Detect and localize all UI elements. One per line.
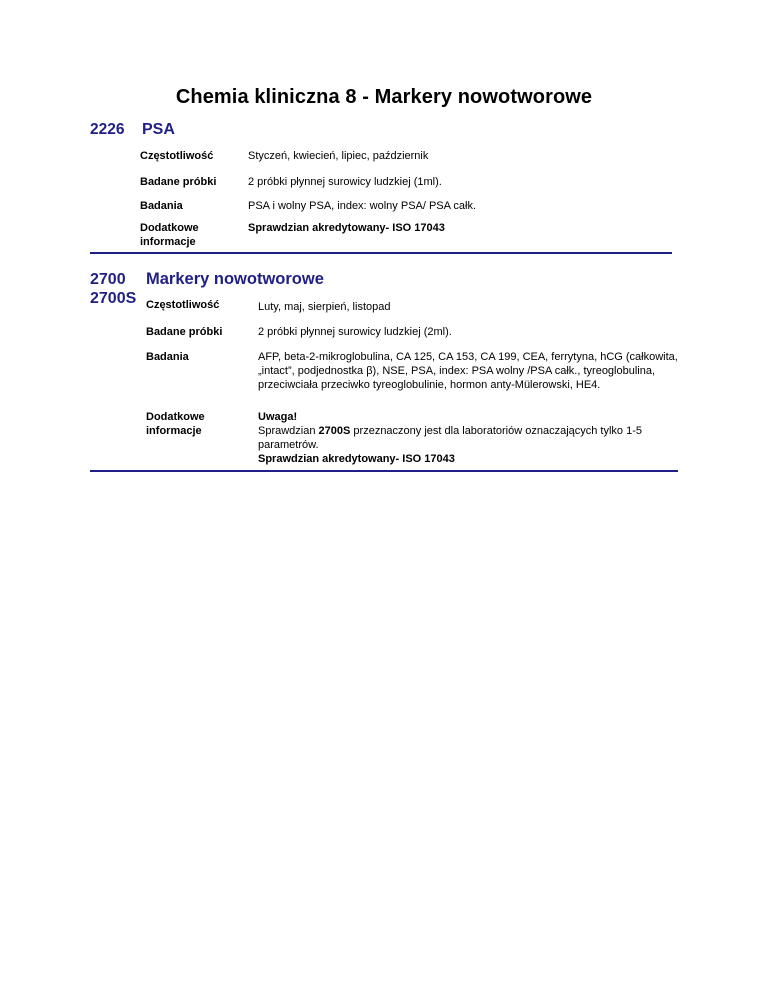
row-label-frequency: Częstotliwość [140, 150, 214, 162]
row-value-additional-info [258, 410, 678, 466]
section-code: 2700 [90, 271, 126, 288]
section-code-secondary: 2700S [90, 290, 137, 307]
note-code: 2700S [318, 425, 351, 437]
section-code: 2226 [90, 121, 125, 138]
row-value-samples: 2 próbki płynnej surowicy ludzkiej (2ml). [258, 326, 452, 338]
row-label-tests: Badania [146, 351, 189, 363]
note-text: Sprawdzian 2700S przeznaczony jest dla laboratoriów oznaczających tylko 1-5 parametrów. [258, 425, 643, 451]
row-label-additional-info: Dodatkowe informacje [146, 411, 205, 437]
row-value-samples: 2 próbki płynnej surowicy ludzkiej (1ml). [248, 176, 442, 188]
row-label-samples: Badane próbki [146, 326, 223, 338]
section-divider [90, 470, 678, 472]
row-value-tests: AFP, beta-2-mikroglobulina, CA 125, CA 153, CA 199, CEA, ferrytyna, hCG (całkowita, „intact”, podjednostka β), NSE, PSA, index: PSA wolny /PSA całk., tyreoglobulina, przeciwciała przeciwko tyreoglobulinie, hormon anty-Mülerowski, HE4. [258, 351, 678, 391]
section-name: Markery nowotworowe [146, 270, 324, 288]
row-label-tests: Badania [140, 200, 183, 212]
row-label-additional-info: Dodatkowe informacje [140, 222, 199, 248]
row-value-tests: PSA i wolny PSA, index: wolny PSA/ PSA całk. [248, 200, 477, 212]
section-name: PSA [142, 121, 175, 138]
row-value-frequency: Luty, maj, sierpień, listopad [258, 301, 391, 313]
section-divider [90, 252, 672, 254]
row-label-samples: Badane próbki [140, 176, 217, 188]
note-accreditation: Sprawdzian akredytowany- ISO 17043 [258, 453, 455, 465]
row-value-additional-info: Sprawdzian akredytowany- ISO 17043 [248, 222, 445, 234]
page-title: Chemia kliniczna 8 - Markery nowotworowe [175, 86, 593, 108]
row-value-frequency: Styczeń, kwiecień, lipiec, październik [248, 150, 429, 162]
row-label-frequency: Częstotliwość [146, 299, 220, 311]
note-heading: Uwaga! [258, 411, 298, 423]
